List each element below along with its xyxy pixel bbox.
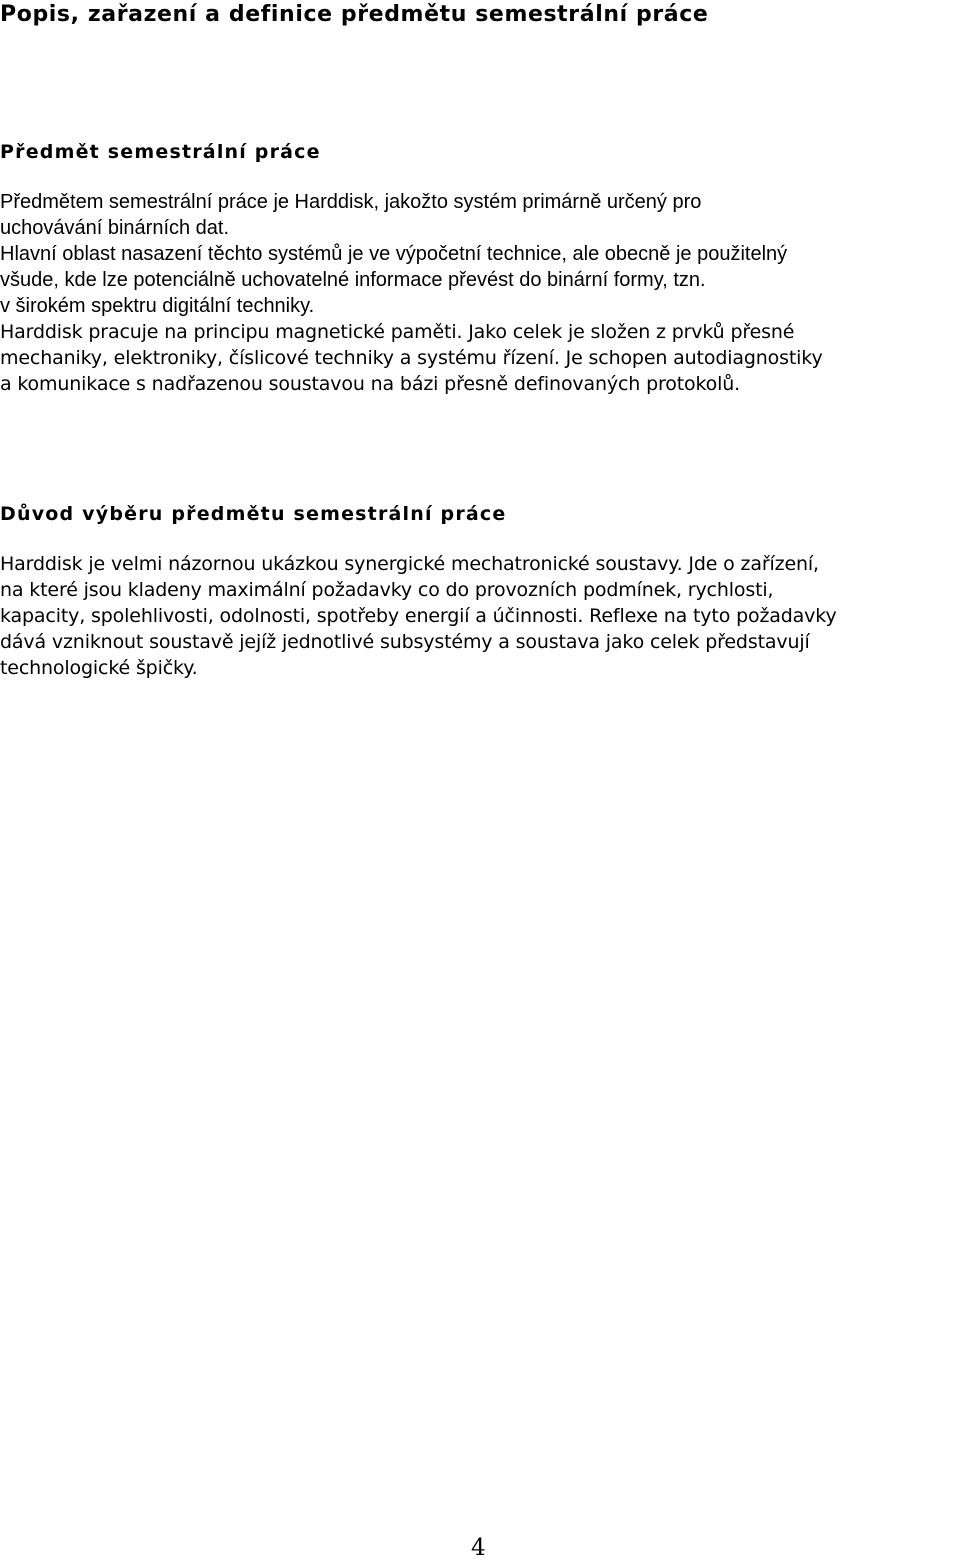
paragraph-line: technologické špičky. <box>0 657 198 679</box>
paragraph-line: Harddisk pracuje na principu magnetické paměti. Jako celek je složen z prvků přesné <box>0 321 795 343</box>
paragraph-line: kapacity, spolehlivosti, odolnosti, spotřeby energií a účinnosti. Reflexe na tyto požadavky <box>0 605 837 627</box>
section-heading-subject: Předmět semestrální práce <box>0 141 321 163</box>
paragraph-line: Hlavní oblast nasazení těchto systémů je ve výpočetní technice, ale obecně je použitelný <box>0 243 788 265</box>
paragraph-line: dává vzniknout soustavě jejíž jednotlivé subsystémy a soustava jako celek představují <box>0 631 810 653</box>
paragraph-line: v širokém spektru digitální techniky. <box>0 295 315 317</box>
paragraph-line: uchovávání binárních dat. <box>0 217 230 239</box>
paragraph-line: a komunikace s nadřazenou soustavou na bázi přesně definovaných protokolů. <box>0 373 741 395</box>
paragraph-line: na které jsou kladeny maximální požadavky co do provozních podmínek, rychlosti, <box>0 579 774 601</box>
page-number: 4 <box>471 1535 486 1561</box>
paragraph-line: Harddisk je velmi názornou ukázkou synergické mechatronické soustavy. Jde o zařízení, <box>0 553 819 575</box>
section-heading-reason: Důvod výběru předmětu semestrální práce <box>0 503 507 525</box>
paragraph-line: Předmětem semestrální práce je Harddisk, jakožto systém primárně určený pro <box>0 191 702 213</box>
paragraph-line: mechaniky, elektroniky, číslicové techniky a systému řízení. Je schopen autodiagnostiky <box>0 347 823 369</box>
page-title: Popis, zařazení a definice předmětu semestrální práce <box>0 2 709 27</box>
paragraph-line: všude, kde lze potenciálně uchovatelné informace převést do binární formy, tzn. <box>0 269 706 291</box>
